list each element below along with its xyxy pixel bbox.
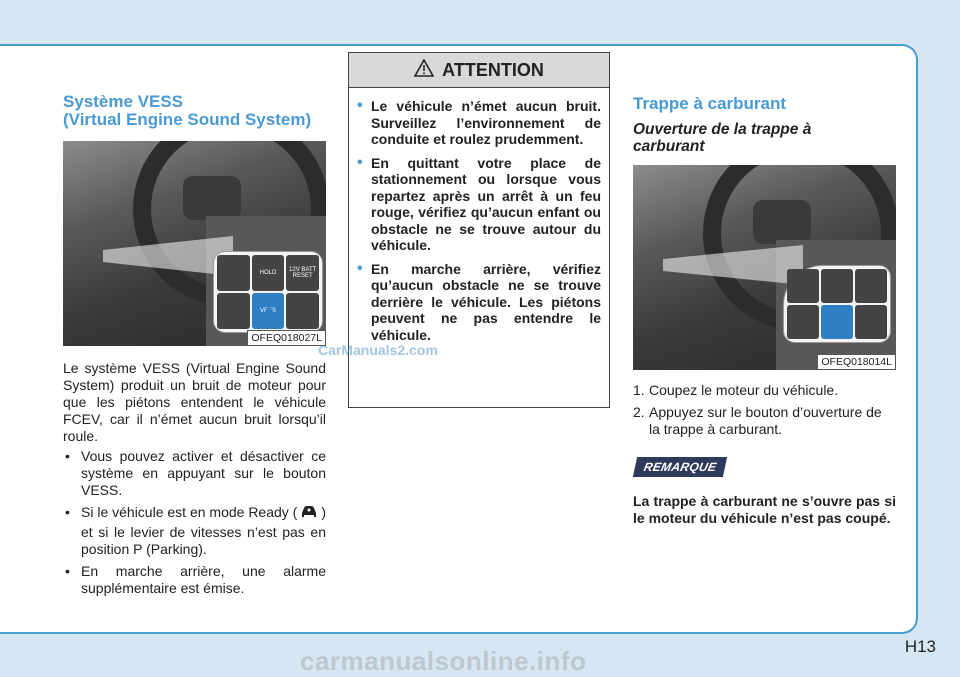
list-item bbox=[63, 504, 326, 558]
vess-bullets bbox=[63, 448, 326, 602]
steering-hub bbox=[183, 176, 241, 220]
photo-caption: OFEQ018014L bbox=[817, 354, 896, 370]
subsection-title: Ouverture de la trappe à carburant bbox=[633, 121, 812, 155]
list-item bbox=[633, 404, 896, 438]
fuel-steps bbox=[633, 382, 896, 443]
title-line-2: (Virtual Engine Sound System) bbox=[63, 110, 312, 129]
list-item: • Vous pouvez activer et désactiver ce système en appuyant sur le bouton VESS. bbox=[63, 448, 326, 499]
attention-header bbox=[349, 53, 609, 88]
callout-btn-1 bbox=[217, 255, 250, 291]
list-item: • Le véhicule n’émet aucun bruit. Surveillez l’environnement de conduite et roulez prudemment. bbox=[357, 98, 601, 148]
callout-btn bbox=[821, 269, 853, 303]
callout-btn-4 bbox=[217, 293, 250, 329]
ready-text-after: ) et si le levier de vitesses n’est pas en position P (Parking). bbox=[81, 504, 327, 557]
attention-body bbox=[349, 88, 609, 356]
warning-triangle-icon bbox=[414, 59, 434, 82]
page-number: H13 bbox=[904, 637, 936, 656]
section-title-vess bbox=[63, 93, 343, 129]
button-callout bbox=[213, 251, 323, 333]
remark-text: La trappe à carburant ne s’ouvre pas si le moteur du véhicule n’est pas coupé. bbox=[633, 493, 896, 526]
attention-title: ATTENTION bbox=[442, 59, 544, 80]
callout-btn bbox=[787, 269, 819, 303]
watermark-bottom: carmanualsonline.info bbox=[300, 646, 587, 676]
arrow-up-icon bbox=[259, 306, 279, 320]
callout-btn-12v: 12V BATT RESET bbox=[286, 255, 319, 291]
fuel-door-photo bbox=[633, 165, 896, 370]
list-item: • En quittant votre place de stationnement ou lorsque vous repartez après un arrêt à un feu rouge, vérifiez qu’aucun enfant ou obstacle ne se trouve autour du véhicule. bbox=[357, 155, 601, 254]
attention-list bbox=[357, 98, 601, 343]
callout-btn-hold: HOLD bbox=[252, 255, 285, 291]
watermark-mid: CarManuals2.com bbox=[318, 342, 438, 358]
list-item: • En marche arrière, une alarme supplémentaire est émise. bbox=[63, 563, 326, 597]
steering-hub bbox=[753, 200, 811, 244]
vess-photo bbox=[63, 141, 326, 346]
photo-caption: OFEQ018027L bbox=[247, 330, 326, 346]
list-item: • En marche arrière, vérifiez qu’aucun obstacle ne se trouve derrière le véhicule. Les piétons peuvent ne pas entendre le véhicule. bbox=[357, 261, 601, 344]
remark-badge: REMARQUE bbox=[633, 457, 728, 477]
callout-btn-vess: VESS bbox=[252, 293, 285, 329]
callout-btn bbox=[787, 305, 819, 339]
callout-btn-fuel-door bbox=[821, 305, 853, 339]
vess-intro: Le système VESS (Virtual Engine Sound System) produit un bruit de moteur pour que les piétons entendent le véhicule FCEV, car il n’émet aucun bruit lorsqu’il roule. bbox=[63, 360, 326, 444]
callout-btn bbox=[855, 269, 887, 303]
car-ready-icon bbox=[299, 504, 319, 524]
step-number: 2. bbox=[633, 404, 645, 420]
ready-text-before: Si le véhicule est en mode Ready ( bbox=[81, 504, 298, 520]
step-number: 1. bbox=[633, 382, 645, 398]
title-line-1: Système VESS bbox=[63, 92, 184, 111]
step-text: Appuyez sur le bouton d’ouverture de la trappe à carburant. bbox=[649, 404, 882, 437]
button-callout bbox=[783, 265, 891, 343]
list-item bbox=[633, 382, 896, 399]
callout-btn-6 bbox=[286, 293, 319, 329]
callout-btn bbox=[855, 305, 887, 339]
section-title-fuel: Trappe à carburant bbox=[633, 94, 787, 113]
step-text: Coupez le moteur du véhicule. bbox=[649, 382, 839, 398]
remark-badge-wrap bbox=[635, 457, 725, 477]
